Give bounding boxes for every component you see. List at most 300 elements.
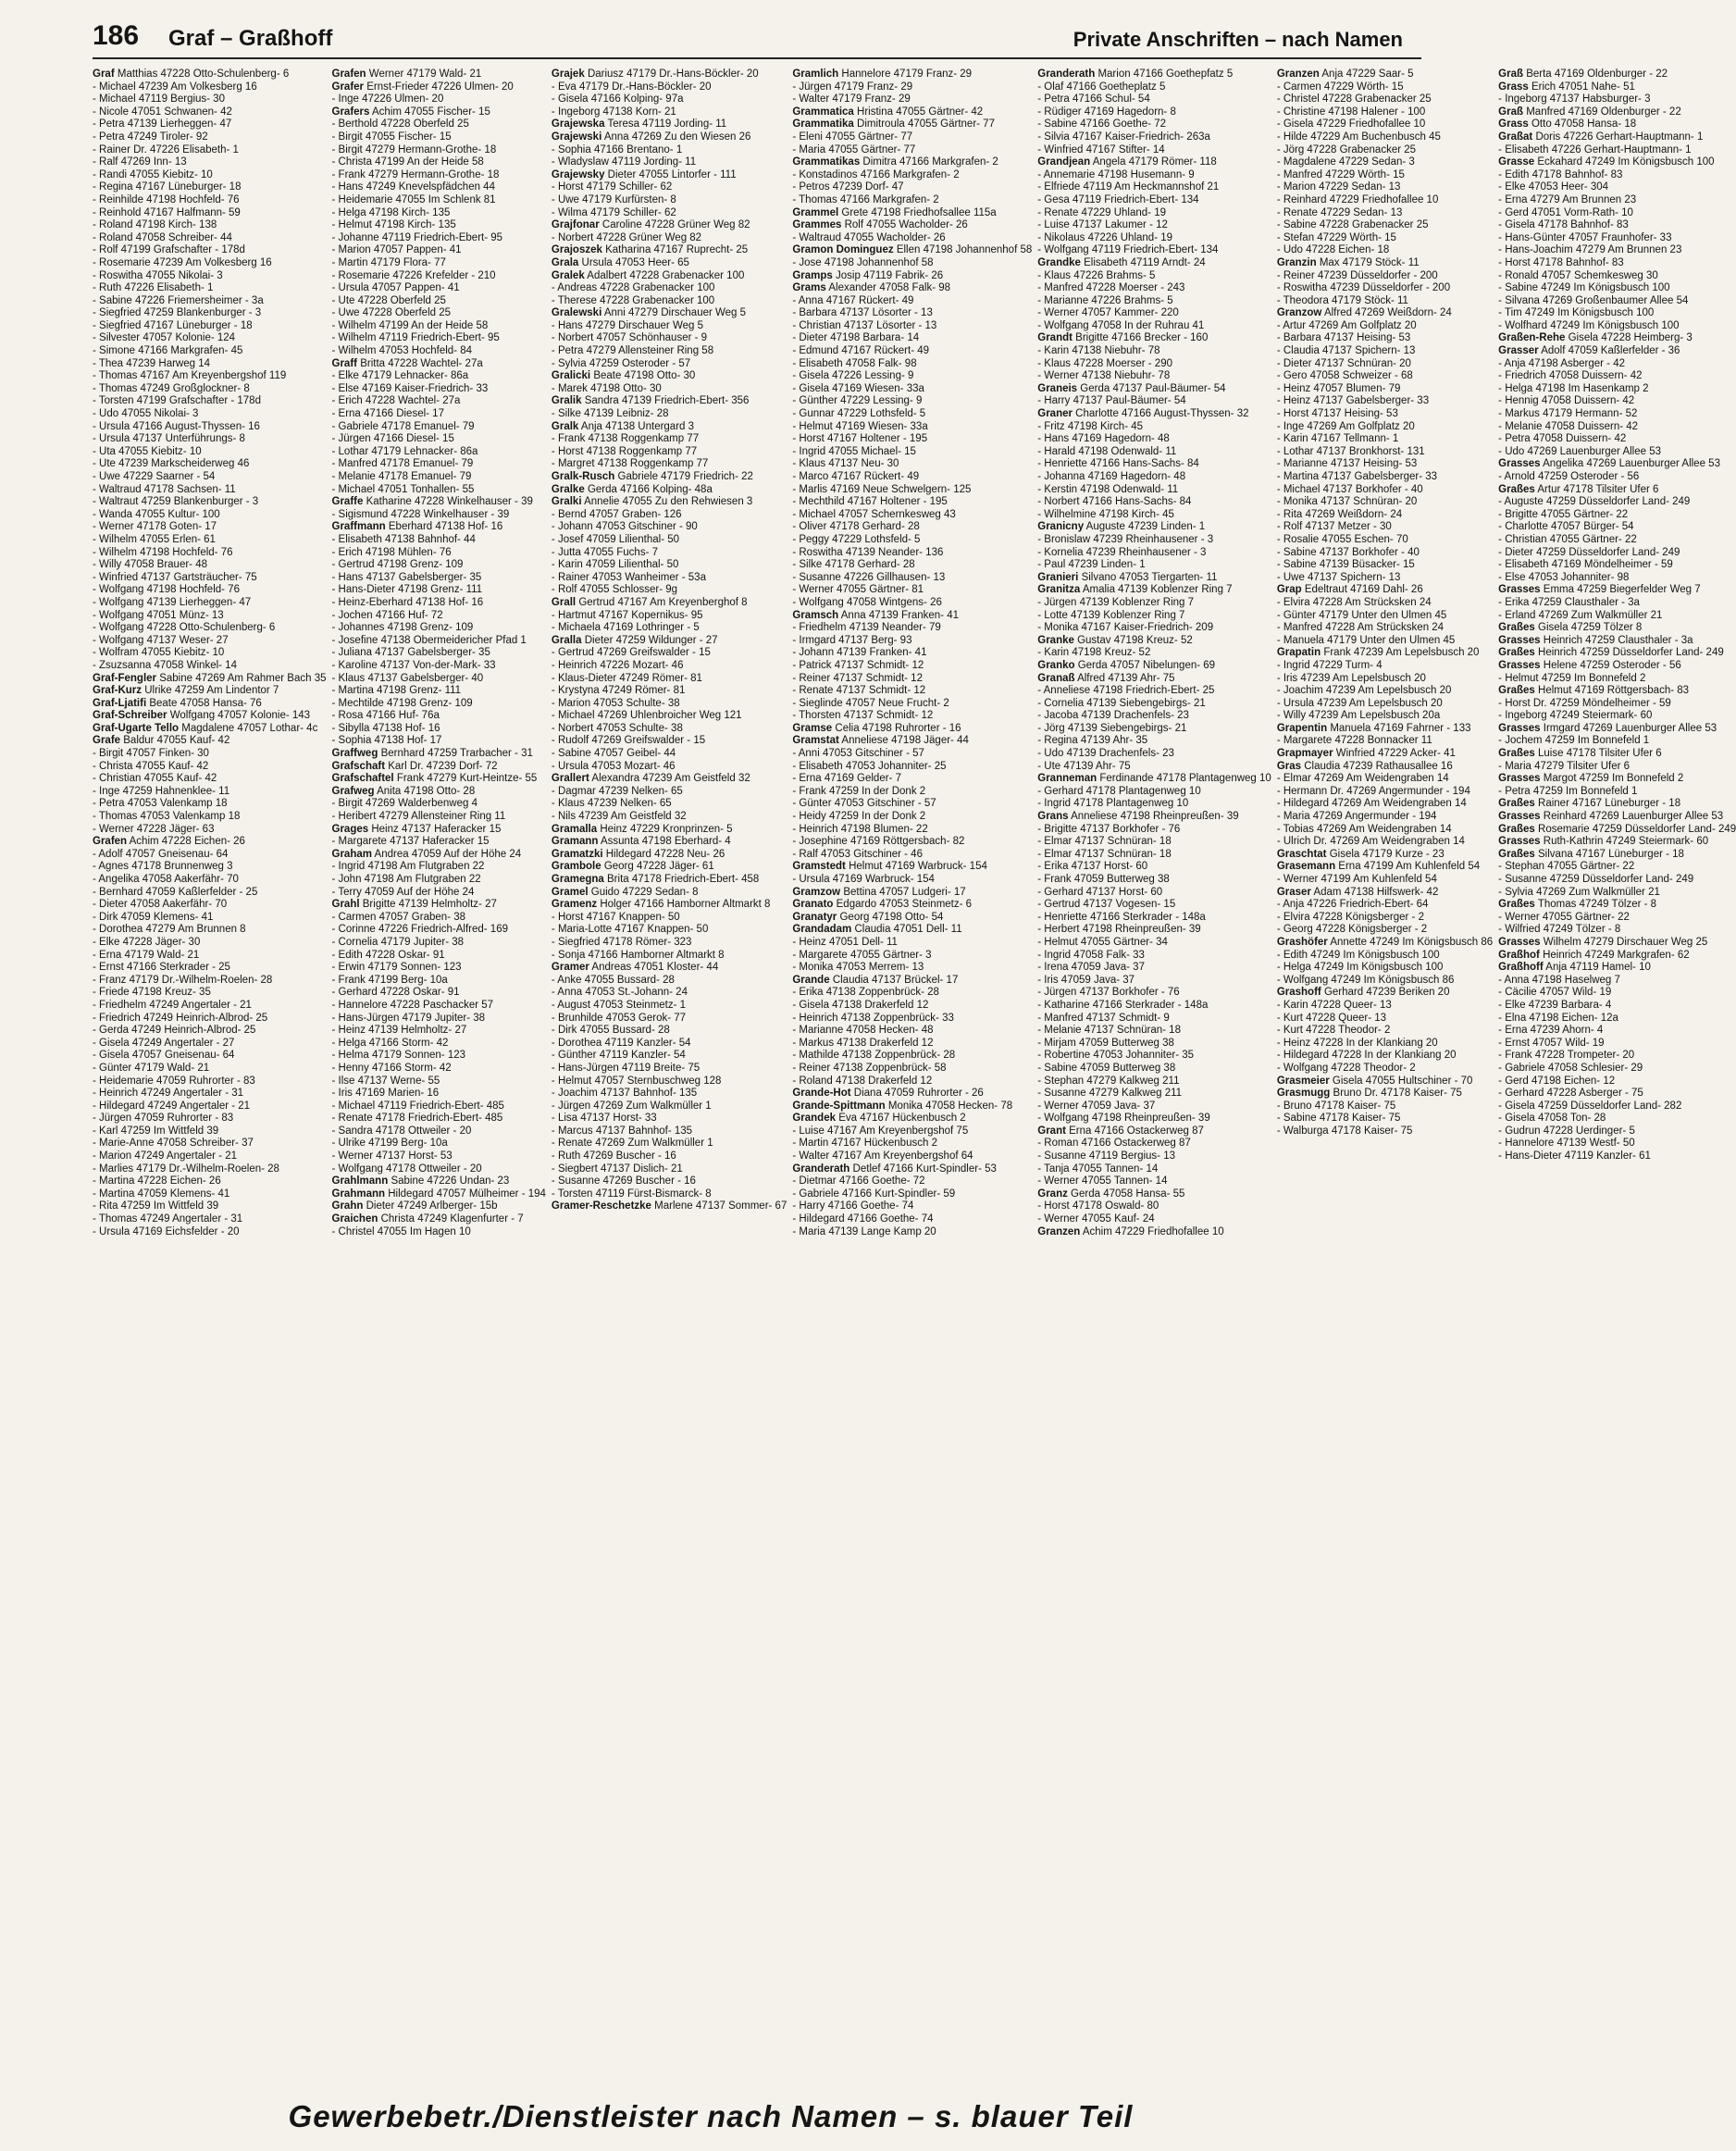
directory-entry	[792, 748, 1032, 761]
entry-details: - Helmut 47198 Kirch- 135	[331, 219, 456, 231]
entry-details: - Gisela 47178 Bahnhof- 83	[1498, 219, 1629, 231]
entry-details: - Patrick 47137 Schmidt- 12	[792, 659, 924, 671]
entry-details: - Christel 47228 Grabenacker 25	[1276, 93, 1432, 106]
directory-entry	[332, 496, 546, 509]
directory-entry	[1037, 232, 1271, 245]
directory-entry	[1498, 270, 1736, 283]
entry-details: - Heinz-Eberhard 47138 Hof- 16	[331, 596, 484, 608]
directory-entry	[1277, 156, 1493, 169]
directory-entry	[1498, 975, 1736, 988]
entry-surname: Graf-Ugarte Tello	[93, 722, 180, 734]
directory-entry	[332, 723, 546, 736]
directory-entry	[1277, 1013, 1493, 1026]
directory-entry	[1037, 610, 1271, 623]
entry-details: - Tim 47249 Im Königsbusch 100	[1498, 307, 1655, 319]
directory-entry	[1498, 307, 1736, 320]
directory-entry	[332, 1050, 546, 1063]
entry-details: Irmgard 47269 Lauenburger Allee 53	[1543, 722, 1717, 734]
entry-surname: Grasses	[1498, 811, 1541, 823]
entry-details: - Else 47169 Kaiser-Friedrich- 33	[331, 382, 489, 394]
entry-details: - Udo 47139 Drachenfels- 23	[1037, 748, 1174, 760]
entry-details: Frank 47279 Kurt-Heintze- 55	[396, 773, 538, 785]
entry-details: - Bronislaw 47239 Rheinhausener - 3	[1037, 533, 1214, 545]
entry-details: - Elke 47179 Lehnacker- 86a	[331, 370, 469, 382]
entry-details: - Werner 47055 Kauf- 24	[1037, 1213, 1155, 1225]
entry-details: - Ute 47139 Ahr- 75	[1037, 760, 1131, 772]
directory-entry	[1037, 446, 1271, 459]
directory-entry	[1037, 144, 1271, 157]
entry-details: Celia 47198 Ruhrorter - 16	[835, 722, 961, 734]
directory-entry	[552, 408, 787, 421]
directory-entry	[1498, 1138, 1736, 1150]
entry-details: - Ronald 47057 Schemkesweg 30	[1498, 269, 1658, 281]
directory-entry	[93, 1076, 327, 1088]
directory-entry	[1498, 1050, 1736, 1063]
directory-entry	[1037, 673, 1271, 686]
entry-details: - Sabine 47249 Im Königsbusch 100	[1498, 282, 1670, 294]
directory-entry	[1277, 144, 1493, 157]
directory-entry	[552, 1200, 787, 1213]
entry-details: - Werner 47137 Horst- 53	[331, 1150, 453, 1163]
entry-details: Eckahard 47249 Im Königsbusch 100	[1537, 156, 1715, 168]
directory-entry	[1277, 118, 1493, 131]
directory-entry	[1037, 1063, 1271, 1076]
directory-entry	[332, 1063, 546, 1076]
entry-details: - Erika 47259 Clausthaler - 3a	[1498, 596, 1640, 608]
entry-details: - Ralf 47269 Inn- 13	[93, 156, 187, 168]
directory-entry	[332, 207, 546, 220]
directory-entry	[552, 685, 787, 698]
entry-details: - Maria 47269 Angermunder - 194	[1276, 811, 1437, 823]
directory-entry	[552, 660, 787, 673]
entry-details: - Petra 47139 Lierheggen- 47	[93, 118, 232, 131]
entry-details: - Anneliese 47198 Friedrich-Ebert- 25	[1037, 685, 1215, 697]
entry-details: - Gerd 47051 Vorm-Rath- 10	[1498, 206, 1633, 218]
directory-entry	[1277, 950, 1493, 963]
entry-surname: Grant	[1037, 1125, 1066, 1137]
entry-details: - Friede 47198 Kreuz- 35	[93, 987, 211, 999]
entry-details: - Charlotte 47057 Bürger- 54	[1498, 521, 1634, 533]
entry-details: Angela 47179 Römer- 118	[1092, 156, 1217, 168]
directory-entry	[1277, 987, 1493, 1000]
entry-details: - Norbert 47053 Schulte- 38	[551, 722, 683, 734]
entry-details: Frank 47239 Am Lepelsbusch 20	[1323, 647, 1480, 659]
entry-details: Gerda 47057 Nibelungen- 69	[1077, 659, 1216, 671]
directory-entry	[552, 597, 787, 610]
entry-details: - Elvira 47228 Am Strücksken 24	[1276, 596, 1432, 608]
directory-entry	[93, 861, 327, 874]
directory-entry	[332, 1200, 546, 1213]
entry-details: Gerhard 47239 Beriken 20	[1323, 987, 1450, 999]
directory-entry	[792, 773, 1032, 786]
entry-details: - Ulrike 47199 Berg- 10a	[331, 1138, 448, 1150]
entry-details: Detlef 47166 Kurt-Spindler- 53	[852, 1163, 997, 1175]
entry-details: - Klaus 47137 Gabelsberger- 40	[331, 672, 484, 684]
entry-details: - Fritz 47198 Kirch- 45	[1037, 420, 1144, 432]
entry-details: - Simone 47166 Markgrafen- 45	[93, 345, 243, 357]
entry-details: Magdalene 47057 Lothar- 4c	[181, 722, 318, 734]
directory-column	[1277, 68, 1493, 2086]
entry-details: - Werner 47138 Niebuhr- 78	[1037, 370, 1171, 382]
entry-details: - Hans 47137 Gabelsberger- 35	[331, 571, 482, 583]
directory-entry	[332, 93, 546, 106]
directory-entry	[1037, 358, 1271, 371]
directory-entry	[552, 861, 787, 874]
directory-entry	[1037, 1025, 1271, 1038]
directory-entry	[332, 660, 546, 673]
directory-entry	[792, 761, 1032, 774]
directory-entry	[1037, 1150, 1271, 1163]
directory-entry	[1037, 521, 1271, 534]
directory-entry	[552, 811, 787, 824]
directory-entry	[93, 735, 327, 748]
directory-entry	[792, 181, 1032, 194]
entry-details: - Thomas 47053 Valenkamp 18	[93, 811, 241, 823]
entry-details: Helene 47259 Osteroder - 56	[1543, 659, 1681, 671]
entry-details: Adolf 47059 Kaßlerfelder - 36	[1541, 345, 1680, 357]
entry-details: - Reiner 47137 Schmidt- 12	[792, 672, 923, 684]
directory-entry	[1498, 622, 1736, 635]
entry-surname: Gramstedt	[792, 861, 846, 873]
entry-details: - Margarete 47228 Bonnacker 11	[1276, 735, 1432, 747]
entry-details: - Karin 47228 Queer- 13	[1276, 999, 1392, 1011]
directory-entry	[1498, 761, 1736, 774]
directory-entry	[1277, 169, 1493, 182]
directory-entry	[93, 118, 327, 131]
entry-details: Ulrike 47259 Am Lindentor 7	[144, 685, 279, 697]
entry-details: - Kurt 47228 Queer- 13	[1276, 1012, 1387, 1024]
directory-entry	[1037, 1038, 1271, 1051]
entry-details: - Josef 47059 Lilienthal- 50	[551, 533, 680, 545]
directory-entry	[1037, 836, 1271, 849]
directory-entry	[792, 458, 1032, 471]
entry-details: - Sophia 47138 Hof- 17	[331, 735, 442, 747]
entry-details: - Rosa 47166 Huf- 76a	[331, 710, 440, 722]
entry-details: - Petra 47058 Duissern- 42	[1498, 433, 1627, 445]
entry-details: Erich 47051 Nahe- 51	[1531, 81, 1635, 93]
entry-surname: Grasser	[1498, 345, 1539, 357]
directory-entry	[552, 395, 787, 408]
entry-details: - Wolfgang 47249 Im Königsbusch 86	[1276, 974, 1455, 986]
entry-details: - Luise 47167 Am Kreyenbergshof 75	[792, 1125, 969, 1137]
entry-details: Grete 47198 Friedhofsallee 115a	[841, 206, 997, 218]
directory-entry	[332, 81, 546, 94]
entry-details: - Maria 47279 Tilsiter Ufer 6	[1498, 760, 1631, 772]
entry-details: - Ursula 47166 August-Thyssen- 16	[93, 420, 260, 432]
entry-details: Sabine 47269 Am Rahmer Bach 35	[159, 672, 327, 684]
entry-details: - Ursula 47057 Pappen- 41	[331, 282, 460, 294]
entry-details: - Dorothea 47119 Kanzler- 54	[551, 1037, 691, 1049]
directory-entry	[792, 937, 1032, 950]
directory-entry	[332, 1113, 546, 1125]
entry-details: Eberhard 47138 Hof- 16	[388, 521, 503, 533]
entry-details: Erna 47199 Am Kuhlenfeld 54	[1338, 861, 1481, 873]
entry-details: Bernhard 47259 Trarbacher - 31	[380, 748, 533, 760]
directory-entry	[1037, 861, 1271, 874]
entry-surname: Graß	[1498, 106, 1524, 118]
entry-details: - Rüdiger 47169 Hagedorn- 8	[1037, 106, 1176, 118]
directory-entry	[1037, 748, 1271, 761]
directory-entry	[1277, 559, 1493, 572]
entry-details: - Kerstin 47198 Odenwald- 11	[1037, 483, 1179, 495]
directory-entry	[552, 219, 787, 232]
directory-entry	[1037, 937, 1271, 950]
directory-entry	[1498, 861, 1736, 874]
entry-details: - Hans 47169 Hagedorn- 48	[1037, 433, 1170, 445]
entry-details: - Birgit 47057 Finken- 30	[93, 748, 209, 760]
directory-entry	[332, 257, 546, 270]
directory-entry	[93, 1038, 327, 1051]
directory-entry	[792, 1150, 1032, 1163]
directory-entry	[93, 282, 327, 295]
directory-entry	[1277, 345, 1493, 358]
directory-entry	[1037, 68, 1271, 81]
directory-entry	[1037, 761, 1271, 774]
directory-entry	[792, 924, 1032, 937]
entry-surname: Granderath	[1037, 68, 1096, 80]
directory-entry	[1498, 610, 1736, 623]
entry-details: - Birgit 47055 Fischer- 15	[331, 131, 452, 143]
directory-entry	[792, 849, 1032, 862]
entry-details: - Gisela 47166 Kolping- 97a	[551, 93, 684, 106]
directory-entry	[552, 433, 787, 446]
entry-details: - Manfred 47229 Wörth- 15	[1276, 168, 1405, 180]
directory-entry	[332, 1213, 546, 1226]
entry-surname: Gralicki	[551, 370, 591, 382]
directory-entry	[792, 1050, 1032, 1063]
directory-entry	[792, 395, 1032, 408]
directory-entry	[1037, 635, 1271, 648]
directory-entry	[552, 887, 787, 900]
entry-details: - Christian 47137 Lösorter - 13	[792, 319, 937, 331]
directory-entry	[1498, 824, 1736, 837]
entry-surname: Graffe	[331, 496, 364, 508]
entry-details: - Werner 47178 Goten- 17	[93, 521, 217, 533]
entry-details: - Karin 47198 Kreuz- 52	[1037, 647, 1151, 659]
entry-details: - Michael 47119 Friedrich-Ebert- 485	[331, 1100, 504, 1112]
entry-details: - Roswitha 47239 Düsseldorfer - 200	[1276, 282, 1451, 294]
entry-details: - Eleni 47055 Gärtner- 77	[792, 131, 913, 143]
directory-entry	[552, 962, 787, 975]
entry-details: Gerda 47166 Kolping- 48a	[587, 483, 713, 495]
entry-details: - Gerhard 47228 Asberger - 75	[1498, 1088, 1643, 1100]
entry-details: - Erna 47279 Am Brunnen 23	[1498, 193, 1637, 205]
entry-details: - Carmen 47229 Wörth- 15	[1276, 81, 1404, 93]
directory-entry	[552, 849, 787, 862]
entry-surname: Granderath	[792, 1163, 850, 1175]
directory-entry	[1037, 370, 1271, 383]
directory-entry	[332, 534, 546, 547]
directory-entry	[792, 622, 1032, 635]
entry-details: - Erich 47228 Wachtel- 27a	[331, 395, 461, 407]
entry-details: - Walter 47167 Am Kreyenbergshof 64	[792, 1150, 973, 1163]
entry-details: - Jochen 47166 Huf- 72	[331, 609, 443, 621]
entry-details: - Silke 47139 Leibniz- 28	[551, 408, 669, 420]
directory-entry	[1498, 332, 1736, 345]
directory-entry	[1498, 950, 1736, 963]
directory-entry	[1037, 383, 1271, 396]
entry-details: - Hans-Günter 47057 Fraunhofer- 33	[1498, 231, 1672, 243]
entry-details: - Hans-Jürgen 47179 Jupiter- 38	[331, 1012, 486, 1024]
directory-entry	[792, 786, 1032, 799]
directory-entry	[552, 912, 787, 925]
entry-details: - Marion 47057 Pappen- 41	[331, 244, 462, 256]
directory-entry	[552, 1063, 787, 1076]
entry-details: - Monika 47167 Kaiser-Friedrich- 209	[1037, 622, 1214, 634]
entry-details: - Adolf 47057 Gneisenau- 64	[93, 848, 229, 860]
directory-entry	[552, 257, 787, 270]
entry-details: - Christine 47198 Halener - 100	[1276, 106, 1426, 118]
directory-entry	[1498, 181, 1736, 194]
entry-details: - Elmar 47269 Am Weidengraben 14	[1276, 773, 1449, 785]
entry-details: - Irena 47059 Java- 37	[1037, 962, 1145, 974]
entry-details: - Helga 47249 Im Königsbusch 100	[1276, 962, 1444, 974]
entry-details: - Sabine 47178 Kaiser- 75	[1276, 1113, 1401, 1125]
directory-entry	[1498, 786, 1736, 799]
directory-entry	[332, 484, 546, 497]
entry-surname: Gralewski	[551, 307, 602, 319]
directory-entry	[1037, 295, 1271, 308]
directory-entry	[1277, 622, 1493, 635]
entry-details: - Annemarie 47198 Husemann- 9	[1037, 168, 1195, 180]
entry-details: Andreas 47051 Kloster- 44	[591, 962, 719, 974]
entry-details: - Lotte 47139 Koblenzer Ring 7	[1037, 609, 1185, 621]
directory-column	[1037, 68, 1271, 2086]
entry-details: Marion 47166 Goethepfatz 5	[1097, 68, 1234, 80]
entry-surname: Granko	[1037, 659, 1075, 671]
entry-details: - Anja 47226 Friedrich-Ebert- 64	[1276, 899, 1429, 911]
directory-entry	[332, 899, 546, 912]
directory-entry	[1277, 219, 1493, 232]
entry-details: Claudia 47051 Dell- 11	[854, 924, 962, 936]
directory-entry	[552, 1050, 787, 1063]
entry-surname: Granzen	[1037, 1225, 1081, 1237]
entry-details: Hildegard 47057 Mülheimer - 194	[388, 1187, 546, 1200]
entry-details: - Wolfgang 47178 Ottweiler - 20	[331, 1163, 482, 1175]
entry-details: Gisela 47179 Kurze - 23	[1329, 848, 1445, 860]
directory-entry	[93, 786, 327, 799]
entry-details: - Gisela 47169 Wiesen- 33a	[792, 382, 924, 394]
entry-surname: Granzin	[1276, 256, 1317, 268]
directory-entry	[93, 244, 327, 257]
directory-entry	[332, 307, 546, 320]
directory-entry	[93, 912, 327, 925]
directory-entry	[1277, 207, 1493, 220]
directory-entry	[332, 912, 546, 925]
directory-entry	[1277, 647, 1493, 660]
entry-surname: Granneman	[1037, 773, 1097, 785]
entry-details: - Susanne 47269 Buscher - 16	[551, 1175, 696, 1187]
directory-entry	[332, 169, 546, 182]
entry-details: - Dirk 47055 Bussard- 28	[551, 1025, 670, 1037]
directory-entry	[792, 1025, 1032, 1038]
directory-entry	[1498, 118, 1736, 131]
entry-details: - Birgit 47279 Hermann-Grothe- 18	[331, 143, 497, 155]
directory-entry	[93, 622, 327, 635]
directory-entry	[332, 433, 546, 446]
entry-surname: Graham	[331, 848, 372, 860]
entry-surname: Gramps	[792, 269, 833, 281]
entry-surname: Grasse	[1498, 156, 1535, 168]
entry-details: - Erna 47239 Ahorn- 4	[1498, 1025, 1604, 1037]
entry-details: - Kornelia 47239 Rheinhausener - 3	[1037, 546, 1207, 558]
directory-entry	[1037, 1125, 1271, 1138]
entry-details: - Elmar 47137 Schnüran- 18	[1037, 848, 1172, 860]
entry-details: Dimitra 47166 Markgrafen- 2	[862, 156, 998, 168]
directory-entry	[552, 93, 787, 106]
entry-details: - Heribert 47279 Allensteiner Ring 11	[331, 811, 506, 823]
entry-details: - Reinhilde 47198 Hochfeld- 76	[93, 193, 240, 205]
directory-entry	[332, 698, 546, 711]
entry-details: - Lothar 47179 Lehnacker- 86a	[331, 445, 478, 457]
entry-details: Monika 47058 Hecken- 78	[887, 1100, 1013, 1112]
directory-entry	[1037, 824, 1271, 837]
entry-details: Annelie 47055 Zu den Rehwiesen 3	[584, 496, 753, 508]
entry-details: - Melanie 47178 Emanuel- 79	[331, 471, 472, 482]
directory-entry	[1498, 1000, 1736, 1013]
entry-details: - Georg 47228 Königsberger - 2	[1276, 924, 1428, 936]
entry-details: - Rosalie 47055 Eschen- 70	[1276, 533, 1408, 545]
entry-details: - Michael 47057 Schernkesweg 43	[792, 508, 956, 520]
directory-entry	[1037, 899, 1271, 912]
directory-entry	[1277, 673, 1493, 686]
entry-details: - Helmut 47055 Gärtner- 34	[1037, 936, 1168, 948]
entry-details: - Waltraut 47259 Blankenburger - 3	[93, 496, 259, 508]
entry-surname: Grande-Spittmann	[792, 1100, 886, 1112]
entry-details: Emma 47259 Biegerfelder Weg 7	[1543, 584, 1701, 596]
directory-entry	[1277, 458, 1493, 471]
entry-details: Anna 47139 Franken- 41	[840, 609, 959, 621]
entry-details: Katharine 47228 Winkelhauser - 39	[366, 496, 533, 508]
directory-entry	[1037, 118, 1271, 131]
directory-entry	[93, 521, 327, 534]
directory-entry	[332, 408, 546, 421]
directory-entry	[1498, 1076, 1736, 1088]
directory-entry	[552, 1025, 787, 1038]
entry-details: Gustav 47198 Kreuz- 52	[1077, 634, 1193, 646]
entry-details: - Inge 47269 Am Golfplatz 20	[1276, 420, 1415, 432]
directory-entry	[93, 761, 327, 774]
entry-details: - Robertine 47053 Johanniter- 35	[1037, 1050, 1195, 1062]
directory-entry	[552, 1163, 787, 1176]
directory-entry	[1498, 849, 1736, 862]
directory-entry	[1277, 761, 1493, 774]
directory-entry	[1498, 584, 1736, 597]
directory-entry	[1277, 861, 1493, 874]
entry-details: - Henriette 47166 Hans-Sachs- 84	[1037, 458, 1199, 470]
entry-details: - Frank 47279 Hermann-Grothe- 18	[331, 168, 500, 180]
directory-entry	[792, 307, 1032, 320]
directory-entry	[792, 106, 1032, 119]
directory-entry	[552, 710, 787, 723]
entry-details: - Siegfried 47178 Römer- 323	[551, 936, 692, 948]
directory-entry	[1037, 773, 1271, 786]
directory-entry	[552, 937, 787, 950]
directory-entry	[332, 358, 546, 371]
directory-entry	[1037, 458, 1271, 471]
entry-details: - Maria-Lotte 47167 Knappen- 50	[551, 924, 709, 936]
entry-details: - Claudia 47137 Spichern- 13	[1276, 345, 1416, 357]
directory-entry	[792, 836, 1032, 849]
entry-details: Christa 47249 Klagenfurter - 7	[380, 1213, 524, 1225]
directory-entry	[1277, 270, 1493, 283]
directory-entry	[332, 773, 546, 786]
entry-details: - Werner 47059 Java- 37	[1037, 1100, 1156, 1112]
entry-details: - Erika 47138 Zoppenbrück- 28	[792, 987, 939, 999]
entry-details: Gisela 47228 Heimberg- 3	[1568, 332, 1693, 344]
entry-surname: Graßes	[1498, 685, 1535, 697]
entry-details: Reinhard 47269 Lauenburger Allee 53	[1543, 811, 1724, 823]
